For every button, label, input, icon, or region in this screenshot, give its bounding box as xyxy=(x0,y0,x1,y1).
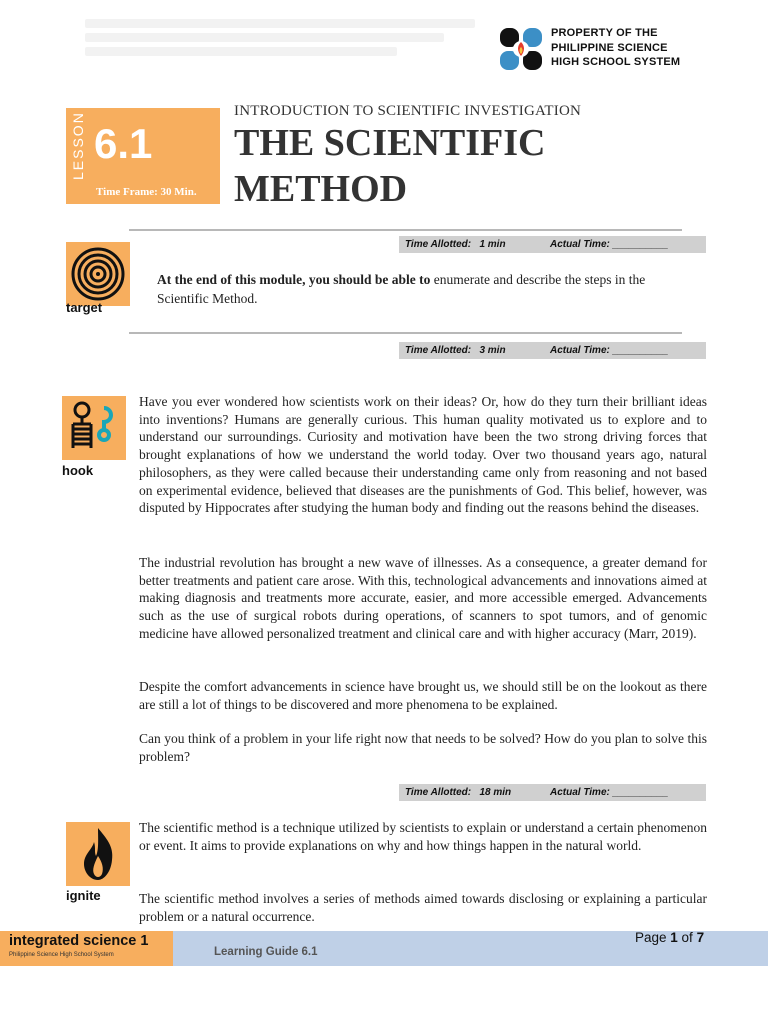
learning-objective xyxy=(157,270,697,308)
objective-lead: At the end of this module, you should be able to xyxy=(157,272,431,287)
page-total: 7 xyxy=(696,930,705,945)
hook-paragraph-1: Have you ever wondered how scientists work on their ideas? Or, how do they turn their brilliant ideas into inventions? Humans are generally curious. This human quality motivated us to explore and to understand our surroundings. Curiosity and motivation have been the two strong driving forces that brought explanations of how we understand the world today. Over two thousand years ago, natural philosophers, as they were called because their understanding came only from reasoning and not based on experimental evidence, believed that diseases are the punishments of God. This belief, however, was disputed by Hippocrates after studying the human body and finding out the reasons behind the diseases. xyxy=(139,394,707,516)
objective-text: enumerate and describe the steps in the Scientific Method. xyxy=(157,272,646,306)
page-prefix: Page xyxy=(635,930,671,945)
time-allotted-label: Time Allotted: 3 min xyxy=(405,345,506,356)
logo-text xyxy=(551,26,680,70)
lesson-vertical-label: LESSON xyxy=(70,111,86,180)
page-current: 1 xyxy=(670,930,678,945)
pshs-logo-icon xyxy=(498,26,544,72)
target-icon xyxy=(66,242,130,306)
page-of: of xyxy=(677,930,697,945)
divider xyxy=(129,229,682,231)
page-title xyxy=(234,120,545,212)
ignite-paragraph-2: The scientific method involves a series of methods aimed towards disclosing or explaining a particular problem or a natural occurrence. xyxy=(139,891,707,924)
actual-time-label: Actual Time: __________ xyxy=(550,787,669,798)
title-line-1: THE SCIENTIFIC xyxy=(234,122,546,164)
flame-icon xyxy=(66,822,130,886)
actual-time-label: Actual Time: __________ xyxy=(550,345,669,356)
hook-paragraph-4: Can you think of a problem in your life right now that needs to be solved? How do you plan to solve this problem? xyxy=(139,731,707,764)
header-ghost-text xyxy=(85,14,475,66)
hook-paragraph-2: The industrial revolution has brought a new wave of illnesses. As a consequence, a greater demand for better treatments and patient care arose. With this, technological advancements and innovations aimed at making diagnosis and treatments more accurate, easier, and more accessible emerged. Advancements such as the use of surgical robots during operations, of scanners to spot tumors, and of genomic medicine have allowed personalized treatment and clinical care and with higher accuracy (Marr, 2019). xyxy=(139,555,707,641)
time-allotted-bar xyxy=(399,342,706,359)
logo-line-2: PHILIPPINE SCIENCE xyxy=(551,41,668,54)
time-allotted-bar xyxy=(399,784,706,801)
footer-course-subtitle: Philippine Science High School System xyxy=(9,952,114,958)
time-allotted-label: Time Allotted: 18 min xyxy=(405,787,512,798)
logo-line-3: HIGH SCHOOL SYSTEM xyxy=(551,56,681,68)
lesson-number: 6.1 xyxy=(94,120,153,167)
title-line-2: METHOD xyxy=(234,168,408,210)
footer-learning-guide: Learning Guide 6.1 xyxy=(214,946,318,958)
logo-line-1: PROPERTY OF THE xyxy=(551,27,658,39)
lesson-badge xyxy=(66,108,220,204)
rope-hook-icon xyxy=(62,396,126,460)
hook-paragraph-3: Despite the comfort advancements in science have brought us, we should still be on the lookout as there are still a lot of things to be discovered and more phenomena to be explained. xyxy=(139,679,707,712)
page-number xyxy=(635,930,704,945)
hook-label: hook xyxy=(62,463,94,478)
divider xyxy=(129,332,682,334)
time-allotted-bar xyxy=(399,236,706,253)
actual-time-label: Actual Time: __________ xyxy=(550,239,669,250)
lesson-time-frame: Time Frame: 30 Min. xyxy=(96,186,197,198)
lesson-kicker: INTRODUCTION TO SCIENTIFIC INVESTIGATION xyxy=(234,103,582,119)
footer-course-title: integrated science 1 xyxy=(9,933,149,949)
ignite-paragraph-1: The scientific method is a technique utilized by scientists to explain or understand a certain phenomenon or event. It aims to provide explanations on why and how things happen in the natural world. xyxy=(139,820,707,853)
target-label: target xyxy=(66,300,103,315)
ignite-label: ignite xyxy=(66,888,101,903)
time-allotted-label: Time Allotted: 1 min xyxy=(405,239,506,250)
